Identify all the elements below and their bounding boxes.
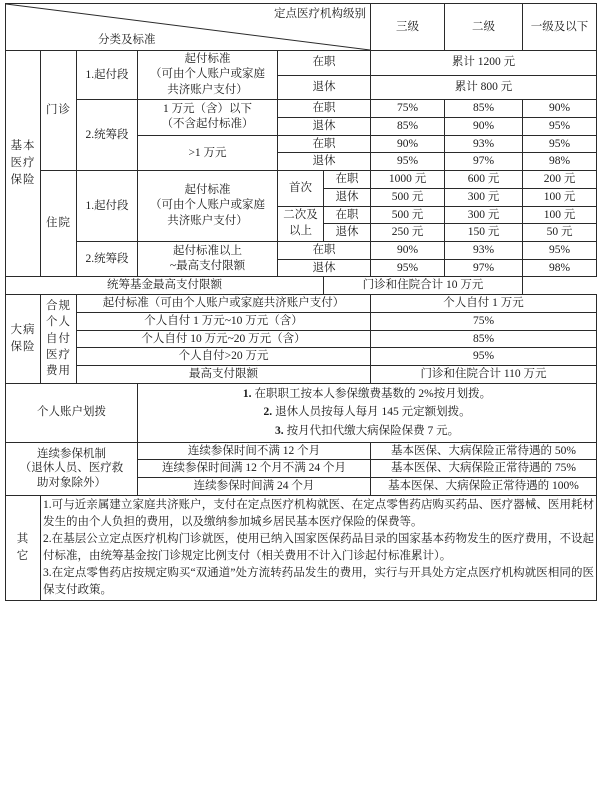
category-critical-illness-insurance: 大病保险 — [6, 295, 41, 384]
inpatient-deductible-stage-label: 1.起付段 — [77, 171, 138, 242]
other-notes-label: 其 它 — [6, 495, 41, 600]
outpatient-pooling-band2-active-secondary: 93% — [445, 135, 523, 153]
inpatient-second-active-primary: 100 元 — [523, 206, 597, 224]
outpatient-deductible-stage-label: 1.起付段 — [77, 51, 138, 100]
inpatient-pooling-active-tertiary: 90% — [371, 241, 445, 259]
outpatient-pooling-band2-retired-tertiary: 95% — [371, 153, 445, 171]
critical-illness-row-2 — [6, 312, 597, 330]
header-level-tertiary: 三级 — [371, 4, 445, 51]
outpatient-deductible-active-row — [6, 51, 597, 76]
outpatient-pooling-band2-active-tertiary: 90% — [371, 135, 445, 153]
outpatient-pooling-band2-status-active: 在职 — [278, 135, 371, 153]
personal-account-item-1: 1. 在职职工按本人参保缴费基数的 2%按月划拨。 — [242, 387, 492, 400]
header-corner-cell — [6, 4, 371, 51]
outpatient-pooling-band1-active-tertiary: 75% — [371, 100, 445, 118]
other-note-2: 2.在基层公立定点医疗机构门诊就医，使用已纳入国家医保药品目录的国家基本药物发生的医疗费用，不设起付标准，由统筹基金按门诊规定比例支付（相关费用不计入门诊起付标准累计）。 — [43, 532, 595, 562]
critical-illness-value-4: 95% — [371, 348, 597, 366]
critical-illness-value-2: 75% — [371, 312, 597, 330]
continuous-benefit-1: 基本医保、大病保险正常待遇的 50% — [371, 442, 597, 460]
personal-account-item-2: 2. 退休人员按每人每月 145 元定额划拨。 — [263, 406, 471, 419]
header-level-primary-and-below: 一级及以下 — [523, 4, 597, 51]
outpatient-pooling-band1-status-retired: 退休 — [278, 117, 371, 135]
inpatient-pooling-retired-secondary: 97% — [445, 259, 523, 277]
outpatient-pooling-band1-description: 1 万元（含）以下 （不含起付标准） — [138, 100, 278, 135]
inpatient-first-status-active: 在职 — [324, 171, 371, 189]
critical-illness-item-1: 起付标准（可由个人账户或家庭共济账户支付） — [77, 295, 371, 313]
inpatient-pooling-stage-label: 2.统筹段 — [77, 241, 138, 276]
inpatient-pooling-status-retired: 退休 — [278, 259, 371, 277]
inpatient-first-active-primary: 200 元 — [523, 171, 597, 189]
critical-illness-item-2: 个人自付 1 万元~10 万元（含） — [77, 312, 371, 330]
continuous-condition-2: 连续参保时间满 12 个月不满 24 个月 — [138, 460, 371, 478]
outpatient-pooling-band2-status-retired: 退休 — [278, 153, 371, 171]
inpatient-pooling-retired-primary: 98% — [523, 259, 597, 277]
outpatient-deductible-value-retired: 累计 800 元 — [371, 75, 597, 100]
subcategory-outpatient: 门诊 — [41, 51, 77, 171]
header-category-standard-label: 分类及标准 — [98, 34, 156, 47]
inpatient-second-retired-primary: 50 元 — [523, 224, 597, 242]
inpatient-pooling-active-primary: 95% — [523, 241, 597, 259]
continuous-benefit-3: 基本医保、大病保险正常待遇的 100% — [371, 478, 597, 496]
critical-illness-row-1 — [6, 295, 597, 313]
continuous-enrollment-row-1 — [6, 442, 597, 460]
critical-illness-item-4: 个人自付>20 万元 — [77, 348, 371, 366]
outpatient-pooling-band1-active-row — [6, 100, 597, 118]
outpatient-pooling-band2-retired-secondary: 97% — [445, 153, 523, 171]
personal-account-item-3: 3. 按月代扣代缴大病保险保费 7 元。 — [274, 424, 460, 437]
other-note-1: 1.可与近亲属建立家庭共济账户，支付在定点医疗机构就医、在定点零售药店购买药品、医疗器械、医用耗材发生的由个人负担的费用，以及缴纳参加城乡居民基本医疗保险的保费等。 — [43, 498, 595, 528]
inpatient-first-status-retired: 退休 — [324, 188, 371, 206]
outpatient-pooling-band2-active-primary: 95% — [523, 135, 597, 153]
inpatient-pooling-retired-tertiary: 95% — [371, 259, 445, 277]
inpatient-second-active-tertiary: 500 元 — [371, 206, 445, 224]
outpatient-deductible-status-retired: 退休 — [278, 75, 371, 100]
subcategory-inpatient: 住院 — [41, 171, 77, 277]
outpatient-pooling-band2-description: >1 万元 — [138, 135, 278, 170]
inpatient-second-status-retired: 退休 — [324, 224, 371, 242]
inpatient-occasion-second-or-more: 二次及 以上 — [278, 206, 324, 241]
outpatient-pooling-band1-active-secondary: 85% — [445, 100, 523, 118]
critical-illness-row-3 — [6, 330, 597, 348]
inpatient-second-retired-secondary: 150 元 — [445, 224, 523, 242]
critical-illness-row-5 — [6, 366, 597, 384]
inpatient-second-status-active: 在职 — [324, 206, 371, 224]
inpatient-deductible-description: 起付标准 （可由个人账户或家庭 共济账户支付） — [138, 171, 278, 242]
inpatient-occasion-first: 首次 — [278, 171, 324, 206]
outpatient-deductible-description: 起付标准 （可由个人账户或家庭 共济账户支付） — [138, 51, 278, 100]
other-notes-row — [6, 495, 597, 600]
critical-illness-value-1: 个人自付 1 万元 — [371, 295, 597, 313]
personal-account-allocation-items — [138, 383, 597, 442]
outpatient-pooling-stage-label: 2.统筹段 — [77, 100, 138, 171]
continuous-benefit-2: 基本医保、大病保险正常待遇的 75% — [371, 460, 597, 478]
category-basic-medical-insurance: 基本医疗保险 — [6, 51, 41, 277]
outpatient-pooling-band2-retired-primary: 98% — [523, 153, 597, 171]
inpatient-pooling-active-row — [6, 241, 597, 259]
outpatient-pooling-band1-retired-tertiary: 85% — [371, 117, 445, 135]
critical-illness-row-4 — [6, 348, 597, 366]
pooling-fund-cap-label: 统筹基金最高支付限额 — [6, 277, 324, 295]
critical-illness-subject-label: 合规 个人 自付 医疗 费用 — [41, 295, 77, 384]
outpatient-pooling-band1-retired-secondary: 90% — [445, 117, 523, 135]
continuous-condition-1: 连续参保时间不满 12 个月 — [138, 442, 371, 460]
critical-illness-item-5: 最高支付限额 — [77, 366, 371, 384]
inpatient-second-retired-tertiary: 250 元 — [371, 224, 445, 242]
outpatient-pooling-band1-status-active: 在职 — [278, 100, 371, 118]
inpatient-second-active-secondary: 300 元 — [445, 206, 523, 224]
inpatient-pooling-description: 起付标准以上 ~最高支付限额 — [138, 241, 278, 276]
table-header-row — [6, 4, 597, 51]
inpatient-deductible-first-active-row — [6, 171, 597, 189]
inpatient-first-retired-tertiary: 500 元 — [371, 188, 445, 206]
outpatient-deductible-status-active: 在职 — [278, 51, 371, 76]
header-facility-level-label: 定点医疗机构级别 — [274, 8, 367, 20]
outpatient-pooling-band1-active-primary: 90% — [523, 100, 597, 118]
pooling-fund-cap-value: 门诊和住院合计 10 万元 — [324, 277, 523, 295]
continuous-enrollment-label: 连续参保机制 （退休人员、医疗救 助对象除外） — [6, 442, 138, 495]
outpatient-deductible-value-active: 累计 1200 元 — [371, 51, 597, 76]
outpatient-pooling-band1-retired-primary: 95% — [523, 117, 597, 135]
critical-illness-value-3: 85% — [371, 330, 597, 348]
other-note-3: 3.在定点零售药店按规定购买“双通道”处方流转药品发生的费用，实行与开具处方定点医疗机构就医相同的医保支付政策。 — [43, 566, 595, 596]
continuous-condition-3: 连续参保时间满 24 个月 — [138, 478, 371, 496]
other-notes-content — [41, 495, 597, 600]
inpatient-first-active-tertiary: 1000 元 — [371, 171, 445, 189]
header-level-secondary: 二级 — [445, 4, 523, 51]
inpatient-first-retired-secondary: 300 元 — [445, 188, 523, 206]
personal-account-allocation-row — [6, 383, 597, 442]
critical-illness-item-3: 个人自付 10 万元~20 万元（含） — [77, 330, 371, 348]
medical-insurance-policy-table — [5, 3, 597, 601]
inpatient-first-active-secondary: 600 元 — [445, 171, 523, 189]
inpatient-pooling-status-active: 在职 — [278, 241, 371, 259]
critical-illness-value-5: 门诊和住院合计 110 万元 — [371, 366, 597, 384]
pooling-fund-cap-row — [6, 277, 597, 295]
inpatient-first-retired-primary: 100 元 — [523, 188, 597, 206]
inpatient-pooling-active-secondary: 93% — [445, 241, 523, 259]
personal-account-allocation-label: 个人账户划拨 — [6, 383, 138, 442]
